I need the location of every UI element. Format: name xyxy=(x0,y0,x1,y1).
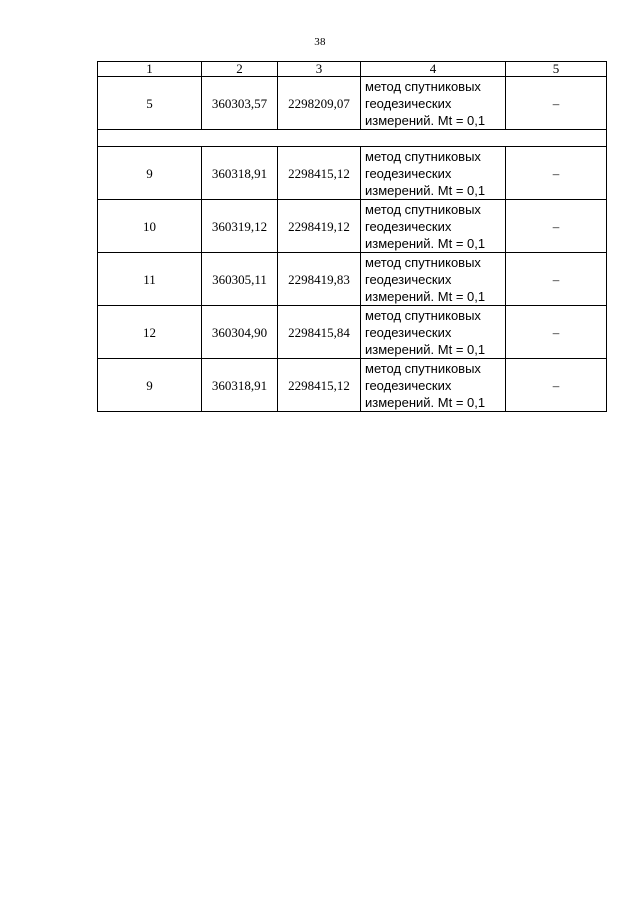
method-line: измерений. Mt = 0,1 xyxy=(365,182,486,198)
table-row xyxy=(98,306,607,359)
description-cell: – xyxy=(506,77,607,130)
table-row xyxy=(98,359,607,412)
method-line: геодезических xyxy=(365,271,452,287)
method-cell xyxy=(361,253,506,306)
spacer-cell xyxy=(98,130,607,147)
header-col-2: 2 xyxy=(202,62,278,77)
coordinates-table xyxy=(97,61,607,412)
method-line: метод спутниковых xyxy=(365,201,481,217)
point-number-cell: 10 xyxy=(98,200,202,253)
header-col-5: 5 xyxy=(506,62,607,77)
x-coordinate-cell: 360304,90 xyxy=(202,306,278,359)
y-coordinate-cell: 2298415,12 xyxy=(278,147,361,200)
method-line: измерений. Mt = 0,1 xyxy=(365,341,486,357)
method-line: геодезических xyxy=(365,165,452,181)
point-number-cell: 9 xyxy=(98,359,202,412)
x-coordinate-cell: 360305,11 xyxy=(202,253,278,306)
y-coordinate-cell: 2298415,12 xyxy=(278,359,361,412)
method-line: измерений. Mt = 0,1 xyxy=(365,288,486,304)
method-line: метод спутниковых xyxy=(365,148,481,164)
method-cell xyxy=(361,306,506,359)
header-col-3: 3 xyxy=(278,62,361,77)
table-row xyxy=(98,253,607,306)
method-cell xyxy=(361,200,506,253)
page-number: 38 xyxy=(314,36,326,48)
point-number-cell: 12 xyxy=(98,306,202,359)
table-spacer-row xyxy=(98,130,607,147)
x-coordinate-cell: 360303,57 xyxy=(202,77,278,130)
method-line: метод спутниковых xyxy=(365,78,481,94)
y-coordinate-cell: 2298419,83 xyxy=(278,253,361,306)
header-col-1: 1 xyxy=(98,62,202,77)
y-coordinate-cell: 2298415,84 xyxy=(278,306,361,359)
description-cell: – xyxy=(506,147,607,200)
description-cell: – xyxy=(506,306,607,359)
point-number-cell: 9 xyxy=(98,147,202,200)
method-line: метод спутниковых xyxy=(365,254,481,270)
x-coordinate-cell: 360318,91 xyxy=(202,147,278,200)
method-cell xyxy=(361,77,506,130)
description-cell: – xyxy=(506,253,607,306)
method-line: геодезических xyxy=(365,95,452,111)
method-line: измерений. Mt = 0,1 xyxy=(365,394,486,410)
point-number-cell: 5 xyxy=(98,77,202,130)
method-line: геодезических xyxy=(365,324,452,340)
x-coordinate-cell: 360319,12 xyxy=(202,200,278,253)
table-header-row xyxy=(98,62,607,77)
description-cell: – xyxy=(506,200,607,253)
method-line: геодезических xyxy=(365,377,452,393)
table-row xyxy=(98,77,607,130)
method-line: метод спутниковых xyxy=(365,307,481,323)
method-cell xyxy=(361,359,506,412)
method-cell xyxy=(361,147,506,200)
table-row xyxy=(98,147,607,200)
method-line: измерений. Mt = 0,1 xyxy=(365,235,486,251)
method-line: метод спутниковых xyxy=(365,360,481,376)
x-coordinate-cell: 360318,91 xyxy=(202,359,278,412)
header-col-4: 4 xyxy=(361,62,506,77)
description-cell: – xyxy=(506,359,607,412)
point-number-cell: 11 xyxy=(98,253,202,306)
method-line: геодезических xyxy=(365,218,452,234)
y-coordinate-cell: 2298209,07 xyxy=(278,77,361,130)
method-line: измерений. Mt = 0,1 xyxy=(365,112,486,128)
table-row xyxy=(98,200,607,253)
y-coordinate-cell: 2298419,12 xyxy=(278,200,361,253)
